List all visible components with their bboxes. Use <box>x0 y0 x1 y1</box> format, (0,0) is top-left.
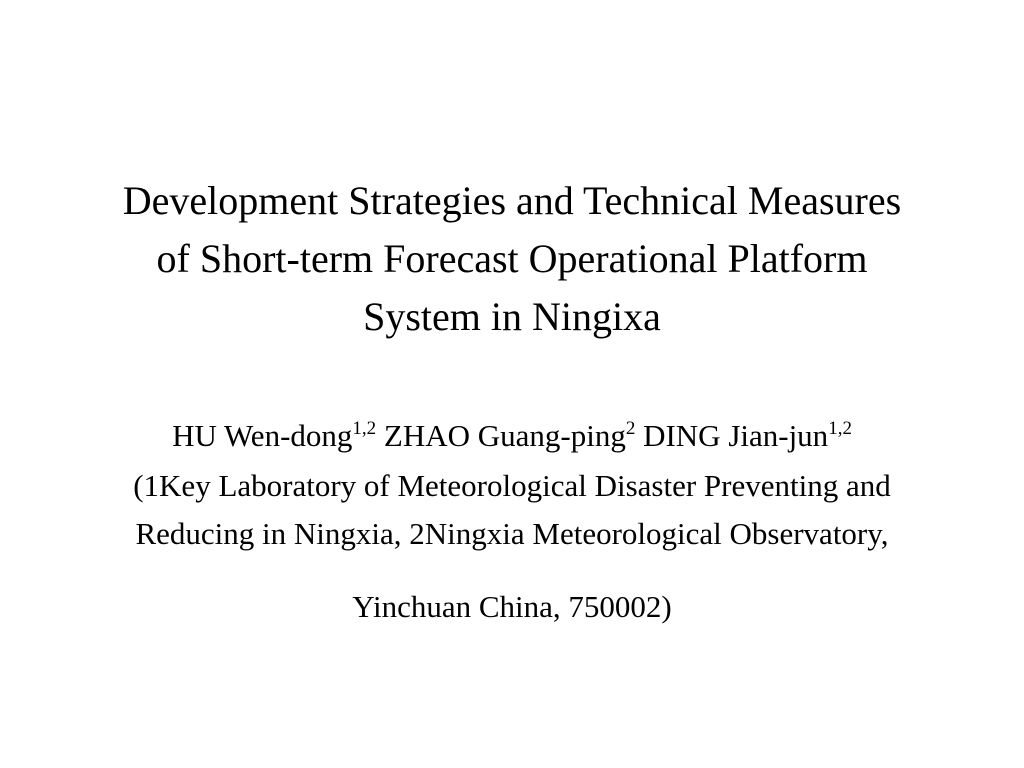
affiliation <box>0 462 1024 631</box>
author-affiliation-marker: 1,2 <box>352 418 377 439</box>
affiliation-line-2: Reducing in Ningxia, 2Ningxia Meteorological Observatory, <box>135 516 889 551</box>
author-affiliation-marker: 2 <box>625 418 636 439</box>
paper-title <box>0 172 1024 346</box>
affiliation-line-3: Yinchuan China, 750002) <box>352 589 672 624</box>
title-line-2: of Short-term Forecast Operational Platform <box>156 236 868 281</box>
author-name: ZHAO Guang-ping <box>383 418 626 453</box>
author-name: HU Wen-dong <box>172 418 353 453</box>
author-name: DING Jian-jun <box>643 418 829 453</box>
author-list <box>0 414 1024 458</box>
title-line-3: System in Ningixa <box>363 294 661 339</box>
author-affiliation-marker: 1,2 <box>828 418 852 439</box>
title-line-1: Development Strategies and Technical Measures <box>122 178 902 223</box>
affiliation-line-1: (1Key Laboratory of Meteorological Disaster Preventing and <box>133 468 891 503</box>
